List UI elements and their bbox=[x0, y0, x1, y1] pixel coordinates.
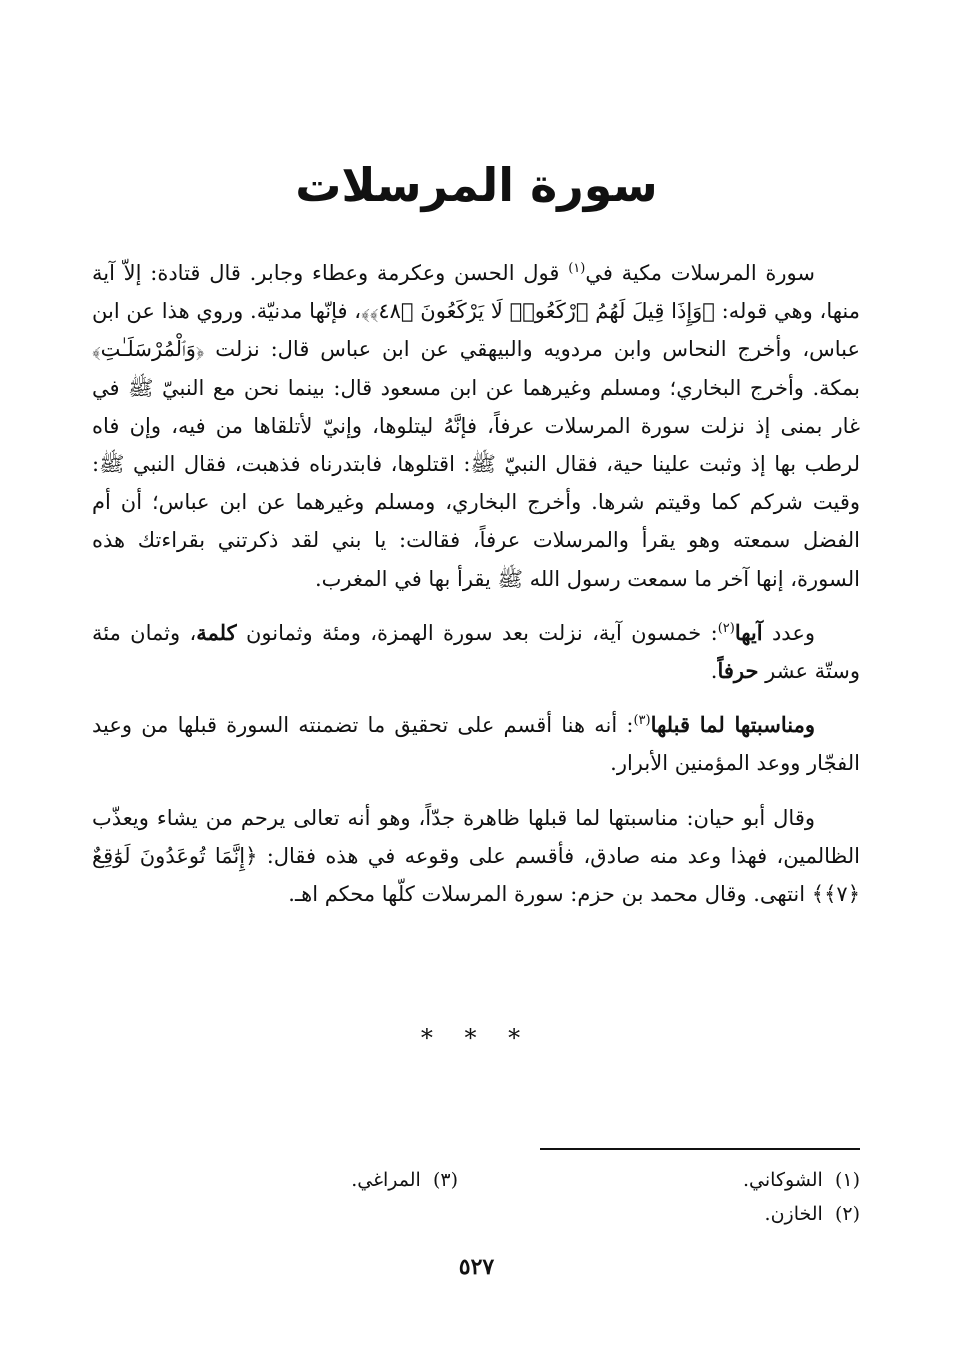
paragraph-verse-count bbox=[92, 614, 860, 690]
main-text bbox=[92, 254, 860, 929]
footnote-text: الشوكاني. bbox=[743, 1169, 823, 1191]
footnote-text: الخازن. bbox=[764, 1203, 823, 1225]
letters-label: حرفاً bbox=[717, 658, 759, 684]
count-text-end: . bbox=[710, 659, 718, 684]
footnote-number: (١) bbox=[834, 1169, 860, 1191]
abu-hayyan-text: وقال أبو حيان: مناسبتها لما قبلها ظاهرة جدّاً، وهو أنه تعالى يرحم من يشاء ويعذّب الظالمين، فهذا وعد منه صادق، فأقسم على وقوعه في هذه فقال: ﴿إِنَّمَا تُوعَدُونَ لَوَٰقِعٌ ﴿٧﴾﴾ انتهى. وقال محمد بن حزم: سورة المرسلات كلّها محكم اهـ. bbox=[92, 805, 860, 907]
relation-heading: ومناسبتها لما قبلها bbox=[650, 712, 815, 738]
footnote-text: المراغي. bbox=[351, 1169, 421, 1191]
footnote-1 bbox=[743, 1166, 860, 1194]
relation-text: : أنه هنا أقسم على تحقيق ما تضمنته السورة قبلها من وعيد الفجّار ووعد المؤمنين الأبرار. bbox=[92, 713, 860, 776]
footnote-3 bbox=[351, 1166, 458, 1194]
count-text-start: وعدد bbox=[762, 620, 815, 645]
page-number: ٥٢٧ bbox=[458, 1254, 495, 1280]
footnote-ref-2: (٢) bbox=[717, 620, 735, 636]
words-label: كلمة bbox=[196, 619, 237, 645]
count-text-mid2: ، وثمان مئة وستّة عشر bbox=[92, 620, 860, 684]
footnote-divider bbox=[540, 1148, 860, 1150]
footnote-number: (٢) bbox=[834, 1203, 860, 1225]
intro-text-start: سورة المرسلات مكية في bbox=[585, 261, 815, 285]
surah-title: سورة المرسلات bbox=[295, 158, 658, 212]
count-text-mid: : خمسون آية، نزلت بعد سورة الهمزة، ومئة وثمانون bbox=[236, 620, 718, 645]
paragraph-intro bbox=[92, 254, 860, 598]
footnote-ref-3: (٣) bbox=[633, 713, 651, 729]
footnote-2 bbox=[765, 1200, 860, 1228]
paragraph-relation bbox=[92, 706, 860, 782]
footnote-number: (٣) bbox=[432, 1169, 458, 1191]
ayaat-label: آيها bbox=[734, 619, 763, 645]
footnote-ref-1: (١) bbox=[568, 261, 586, 276]
section-separator: * * * bbox=[420, 1024, 533, 1052]
paragraph-abu-hayyan bbox=[92, 799, 860, 914]
intro-text-rest: قول الحسن وعكرمة وعطاء وجابر. قال قتادة: إلاّ آية منها، وهي قوله: ﴿وَإِذَا قِيلَ لَهُمُ ٱرْكَعُوا۟ لَا يَرْكَعُونَ ﴿٤٨﴾﴾، فإنّها مدنيّة. وروي هذا عن ابن عباس، وأخرج النحاس وابن مردويه والبيهقي عن ابن عباس قال: نزلت ﴿وَٱلْمُرْسَلَـٰتِ﴾ بمكة. وأخرج البخاري؛ ومسلم وغيرهما عن ابن مسعود قال: بينما نحن مع النبيّ ﷺ في غار بمنى إذ نزلت سورة المرسلات عرفاً، فإنَّهُ ليتلوها، وإنيّ لأتلقاها من فيه، وإن فاه لرطب بها إذ وثبت علينا حية، فقال النبيّ ﷺ: اقتلوها، فابتدرناه فذهبت، فقال النبي ﷺ: وقيت شركم كما وقيتم شرها. وأخرج البخاري، ومسلم وغيرهما عن ابن عباس؛ أن أم الفضل سمعته وهو يقرأ والمرسلات عرفاً، فقالت: يا بني لقد ذكرتني بقراءتك هذه السورة، إنها آخر ما سمعت رسول الله ﷺ يقرأ بها في المغرب. bbox=[92, 261, 860, 591]
